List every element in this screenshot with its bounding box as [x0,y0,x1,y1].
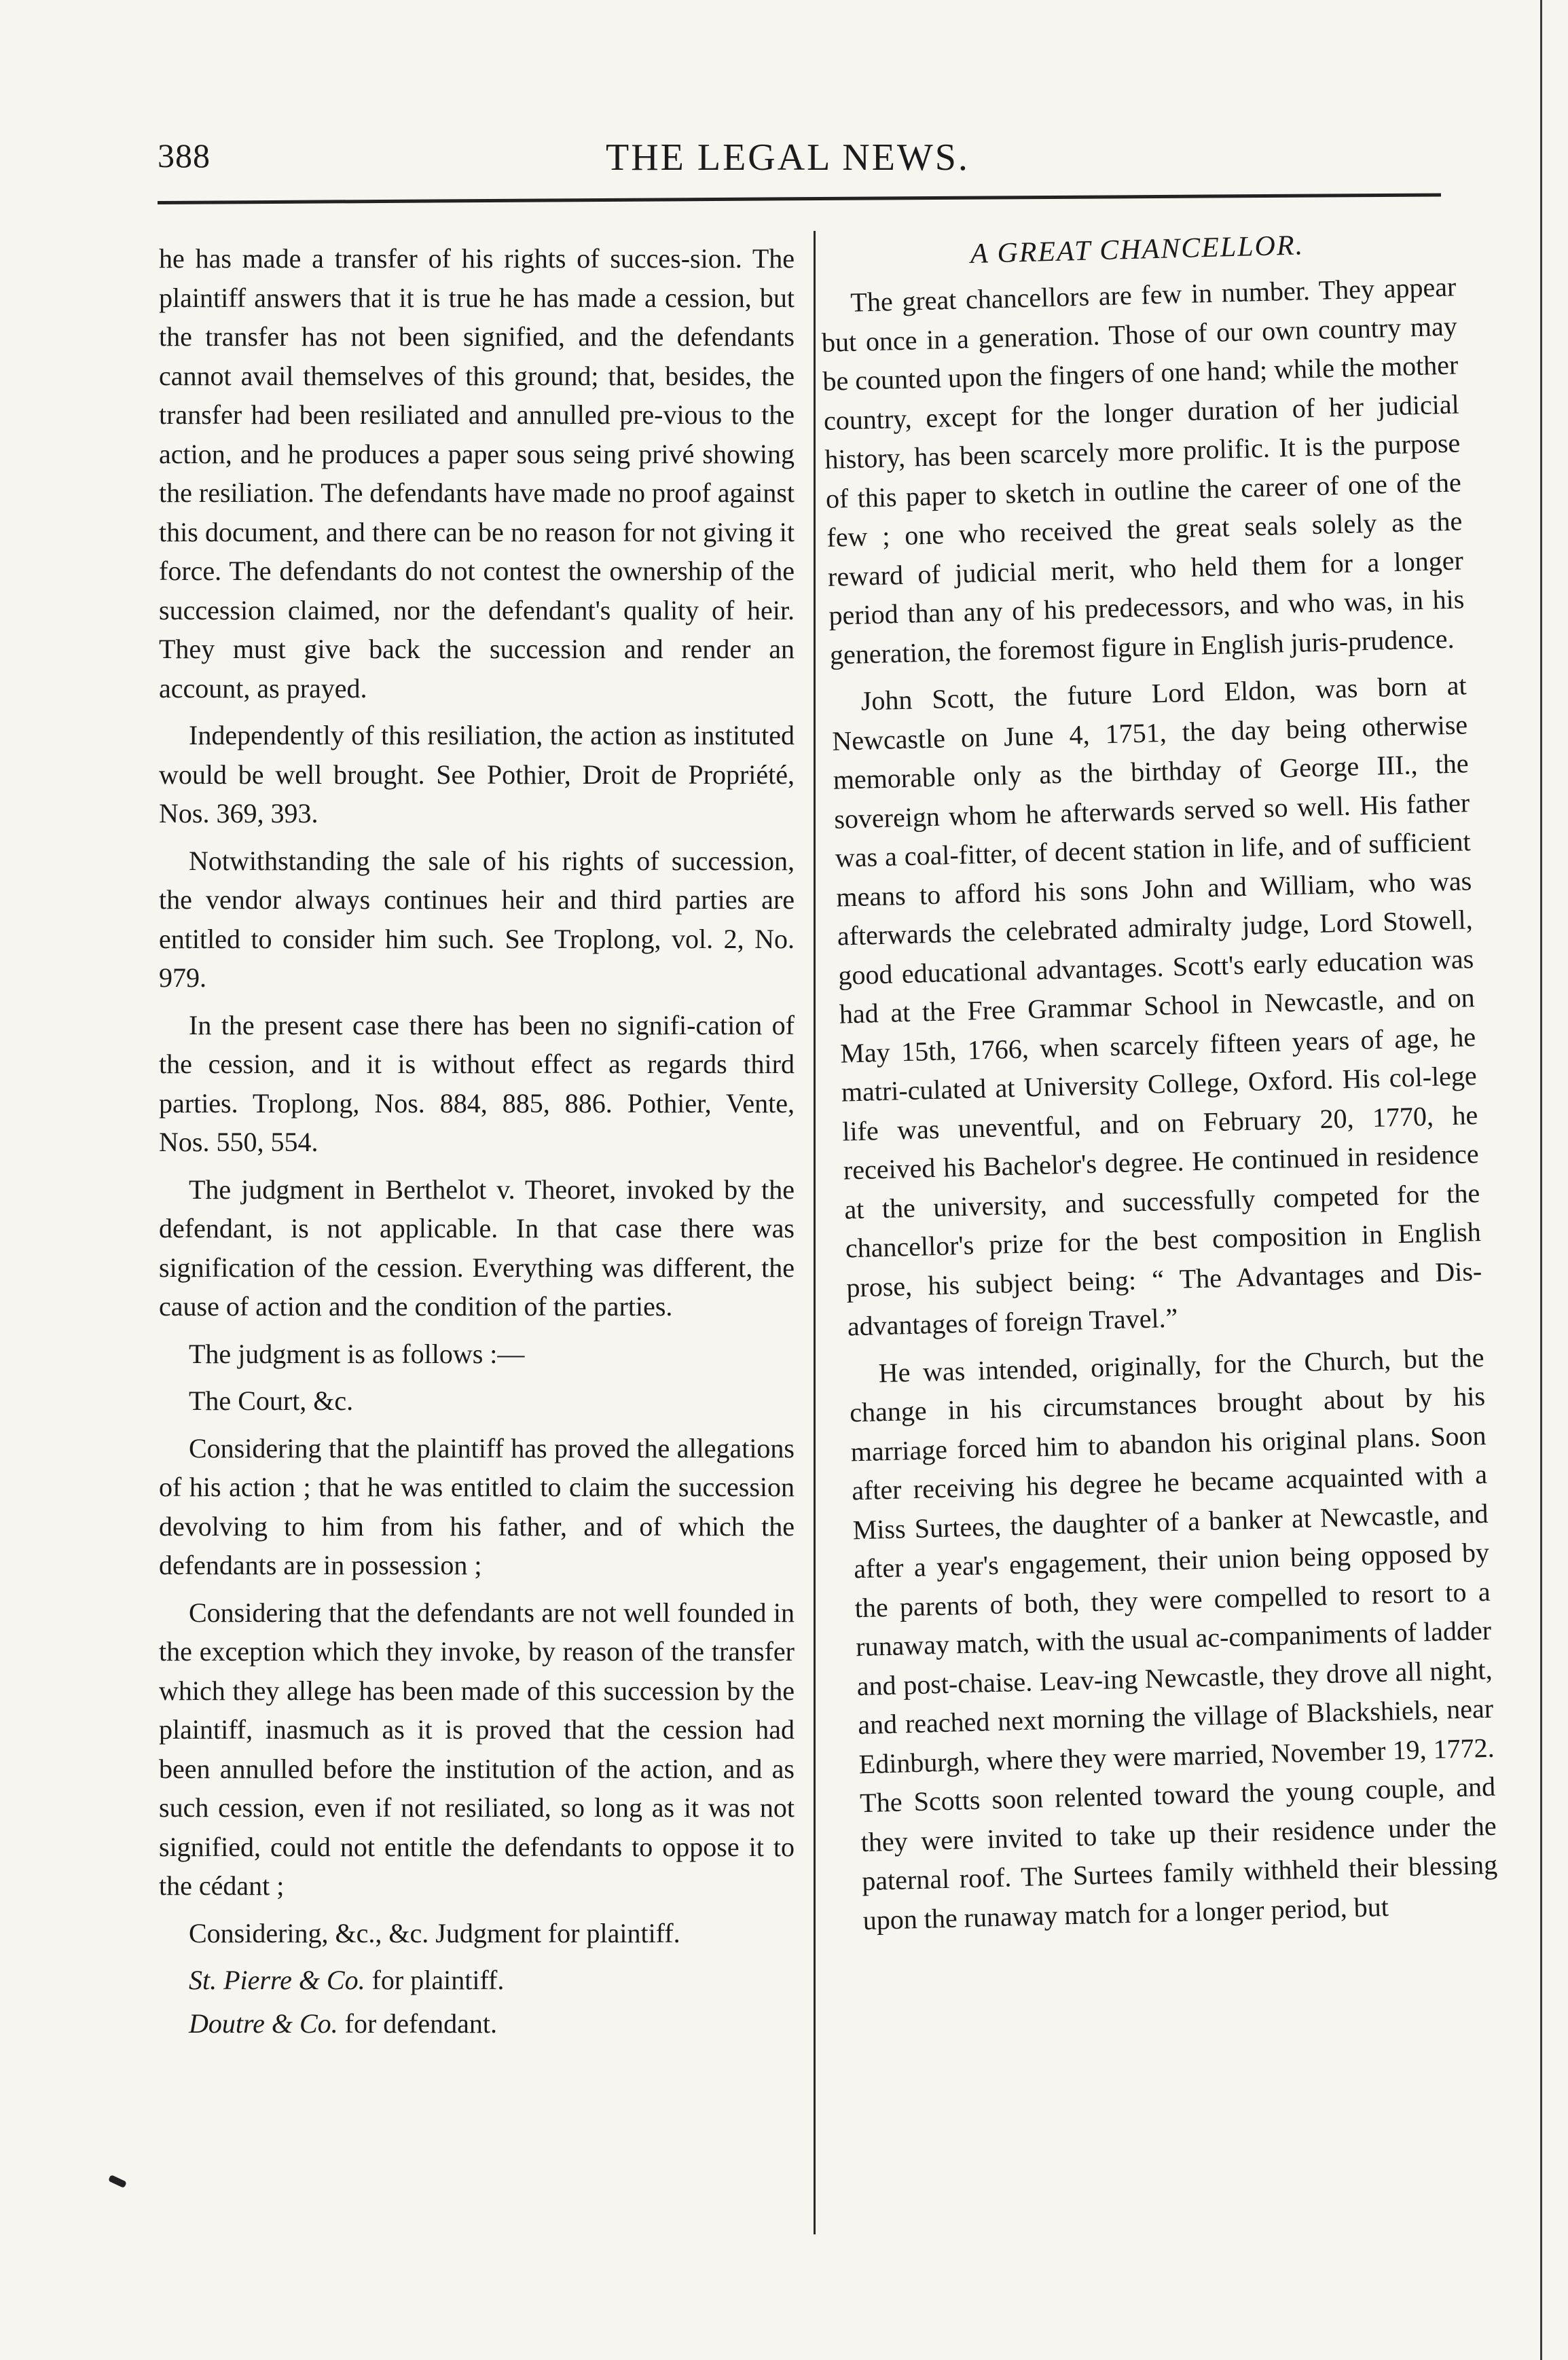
right-paragraph-3: He was intended, originally, for the Church, but the change in his circumstances brought about by his marriage forced him to abandon his original plans. Soon after receiving his degree he became acquainted with a Miss Surtees, the daughter of a banker at Newcastle, and after a year's engagement, their union being opposed by the parents of both, they were compelled to resort to a runaway match, with the usual ac-companiments of ladder and post-chaise. Leav-ing Newcastle, they drove all night, and reached next morning the village of Blackshiels, near Edinburgh, where they were married, November 19, 1772. The Scotts soon relented toward the young couple, and they were invited to take up their residence under the paternal roof. The Surtees family withheld their blessing upon the runaway match for a longer period, but [849,1341,1498,1936]
left-paragraph-9: Considering that the defendants are not well founded in the exception which they invoke, by reason of the transfer which they allege has been made of this succession by the plaintiff, inasmuch as it is proved that the cession had been annulled before the institution of the action, and as such cession, even if not resiliated, so long as it was not signified, could not entitle the defendants to oppose it to the cédant ; [159,1597,795,1901]
left-paragraph-6: The judgment is as follows :— [189,1338,525,1369]
counsel-plaintiff-name: St. Pierre & Co. [189,1965,365,1995]
left-paragraph-10: Considering, &c., &c. Judgment for plaintiff. [189,1917,680,1948]
left-paragraph-3: Notwithstanding the sale of his rights of succession, the vendor always continues heir and third parties are entitled to consider him such. See Troplong, vol. 2, No. 979. [159,845,795,993]
column-divider [814,231,816,2234]
right-column [819,222,1499,1948]
left-paragraph-8: Considering that the plaintiff has proved the allegations of his action ; that he was entitled to claim the succession devolving to him from his father, and of which the defendants are in possession ; [159,1432,795,1580]
counsel-plaintiff [159,1961,795,2000]
journal-title: THE LEGAL NEWS. [606,137,970,179]
page-edge-line [1540,0,1542,2360]
left-column [159,239,795,2043]
left-paragraph-1: he has made a transfer of his rights of succes-sion. The plaintiff answers that it is true he has made a cession, but the transfer has not been signified, and the defendants cannot avail themselves of this ground; that, besides, the transfer had been resiliated and annulled pre-vious to the action, and he produces a paper sous seing privé showing the resiliation. The defendants have made no proof against this document, and there can be no reason for not giving it force. The defendants do not contest the ownership of the succession claimed, nor the defendant's quality of heir. They must give back the succession and render an account, as prayed. [159,243,795,704]
counsel-defendant-name: Doutre & Co. [189,2008,338,2039]
right-paragraph-1: The great chancellors are few in number. They appear but once in a generation. Those of our own country may be counted upon the fingers of one hand; while the mother country, except for the longer duration of her judicial history, has been scarcely more prolific. It is the purpose of this paper to sketch in outline the career of one of the few ; one who received the great seals solely as the reward of judicial merit, who held them for a longer period than any of his predecessors, and who was, in his generation, the foremost figure in English juris-prudence. [821,271,1465,670]
page-number: 388 [158,137,211,175]
header-rule [158,193,1441,204]
counsel-defendant [159,2004,795,2044]
counsel-plaintiff-role: for plaintiff. [371,1965,505,1995]
ink-mark [108,2175,127,2188]
left-paragraph-7: The Court, &c. [189,1385,354,1416]
counsel-defendant-role: for defendant. [344,2008,497,2039]
article-title: A GREAT CHANCELLOR. [970,230,1305,270]
left-paragraph-2: Independently of this resiliation, the action as instituted would be well brought. See Pothier, Droit de Propriété, Nos. 369, 393. [159,720,795,829]
left-paragraph-4: In the present case there has been no signifi-cation of the cession, and it is without effect as regards third parties. Troplong, Nos. 884, 885, 886. Pothier, Vente, Nos. 550, 554. [159,1009,795,1157]
page-header [158,136,1427,190]
right-paragraph-2: John Scott, the future Lord Eldon, was born at Newcastle on June 4, 1751, the day being otherwise memorable only as the birthday of George III., the sovereign whom he afterwards served so well. His father was a coal-fitter, of decent station in life, and of sufficient means to afford his sons John and William, who was afterwards the celebrated admiralty judge, Lord Stowell, good educational advantages. Scott's early education was had at the Free Grammar School in Newcastle, and on May 15th, 1766, when scarcely fifteen years of age, he matri-culated at University College, Oxford. His col-lege life was uneventful, and on February 20, 1770, he received his Bachelor's degree. He continued in residence at the university, and successfully competed for the chancellor's prize for the best composition in English prose, his subject being: “ The Advantages and Dis-advantages of foreign Travel.” [831,670,1482,1342]
left-paragraph-5: The judgment in Berthelot v. Theoret, invoked by the defendant, is not applicable. In that case there was signification of the cession. Everything was different, the cause of action and the condition of the parties. [159,1174,795,1322]
